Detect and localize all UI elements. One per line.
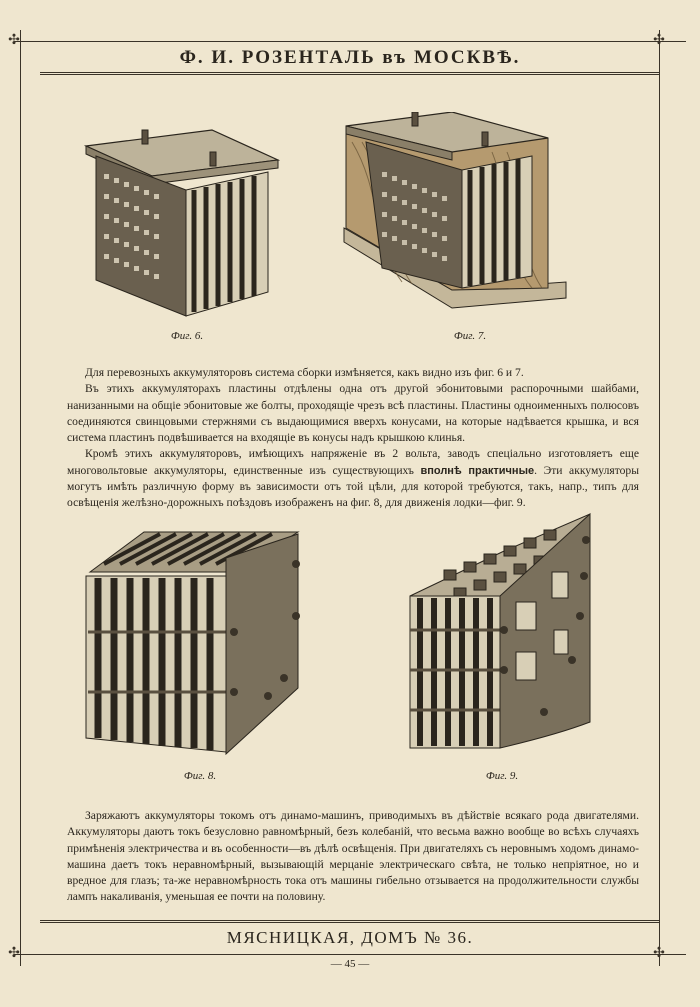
corner-ornament-icon: ✣ xyxy=(653,946,665,961)
emphasis-text: вполнѣ практичные xyxy=(420,464,535,477)
page-header-title: Ф. И. РОЗЕНТАЛЬ въ МОСКВѢ. xyxy=(179,47,521,68)
paragraph: Для перевозныхъ аккумуляторовъ система сборки измѣняется, какъ видно изъ фиг. 6 и 7. xyxy=(85,366,524,379)
frame-bottom xyxy=(14,954,686,955)
frame-right xyxy=(659,30,660,966)
frame-top xyxy=(14,41,686,42)
figure-7-accumulator-image xyxy=(342,112,570,322)
figure-8-accumulator-image xyxy=(84,528,306,760)
text-block-2 xyxy=(67,808,639,906)
corner-ornament-icon: ✣ xyxy=(8,33,20,48)
header-rule xyxy=(40,72,660,75)
page-number: — 45 — xyxy=(330,958,370,970)
paragraph: Заряжаютъ аккумуляторы токомъ отъ динамо-машинъ, приводимыхъ въ дѣйствiе всякаго рода двигателями. Аккумуляторы даютъ токъ безусловно равномѣрный, безъ колебанiй, что весьма важно вообще во всѣхъ случаяхъ примѣненiя электричества и въ особенности—въ дѣлѣ освѣщенiя. При двигателяхъ съ неровнымъ ходомъ динамо-машина даетъ токъ неравномѣрный, вызывающiй мерцанiе электрическаго свѣта, не только непрiятное, но и вредное для глазъ; та-же неравномѣрность тока отъ машины гибельно отзывается на продолжительности службы лампъ накаливанiя, уменьшая ее почти на половину. xyxy=(67,809,639,904)
figure-7-caption: Фиг. 7. xyxy=(453,330,487,342)
paragraph-text: . Эти аккумуляторы могутъ имѣть различную форму въ зависимости отъ той цѣли, для которой требуются, такъ, напр., типъ для освѣщенiя желѣзно-дорожныхъ поѣздовъ изображенъ на фиг. 8, для движенiя лодки—фиг. 9. xyxy=(67,463,639,510)
figure-9-caption: Фиг. 9. xyxy=(485,770,519,782)
figure-8-caption: Фиг. 8. xyxy=(183,770,217,782)
paragraph-text: Кромѣ этихъ аккумуляторовъ, имѣющихъ напряженiе въ 2 вольта, заводъ спецiально изготовляетъ еще многовольтовые аккумуляторы, единственные изъ существующихъ xyxy=(67,447,639,477)
text-block-1 xyxy=(67,365,639,512)
footer-address: МЯСНИЦКАЯ, ДОМЪ № 36. xyxy=(226,928,474,947)
frame-left xyxy=(20,30,21,966)
footer-rule xyxy=(40,920,660,923)
corner-ornament-icon: ✣ xyxy=(653,33,665,48)
paragraph: Въ этихъ аккумуляторахъ пластины отдѣлены одна отъ другой эбонитовыми распорочными шайбами, нанизанными на общiе эбонитовые же болты, проходящiе чрезъ всѣ пластины. Пластины одноименныхъ полюсовъ соединяются свинцовыми стержнями съ выдающимися вверхъ конусами, на которые надѣвается крышка, и вся система пластинъ подвѣшивается на входящiе въ конусы надъ крышкою клинья. xyxy=(67,382,639,445)
figure-6-caption: Фиг. 6. xyxy=(170,330,204,342)
figure-9-accumulator-image xyxy=(404,512,600,760)
figure-6-accumulator-image xyxy=(82,122,282,322)
paragraph xyxy=(67,446,639,511)
corner-ornament-icon: ✣ xyxy=(8,946,20,961)
